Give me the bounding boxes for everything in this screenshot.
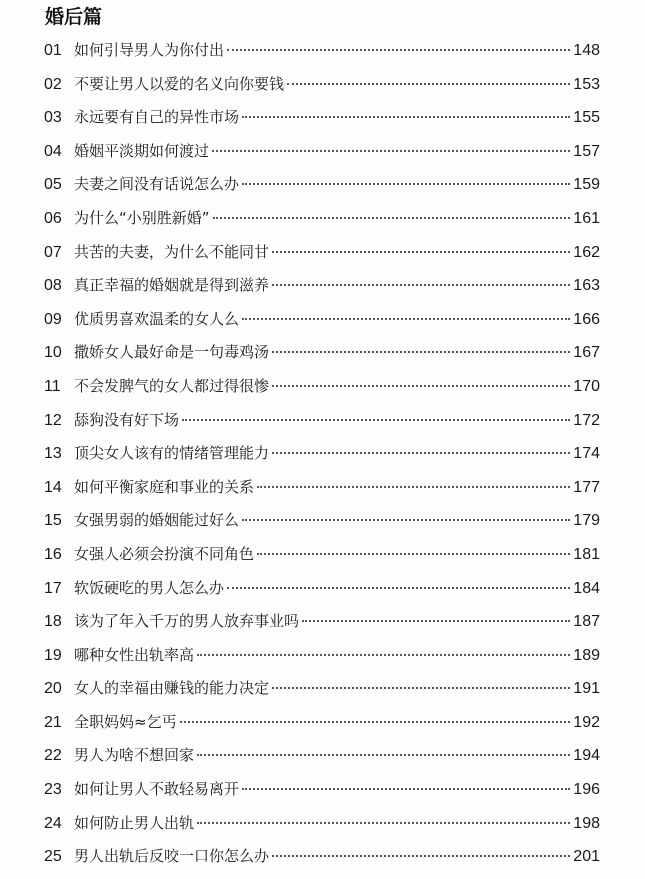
toc-entry (44, 168, 600, 202)
toc-entry-number: 23 (44, 781, 62, 799)
toc-entry-number: 17 (44, 579, 62, 597)
dot-leader (242, 318, 570, 320)
toc-entry (44, 504, 600, 538)
dot-leader (287, 83, 570, 85)
toc-entry-title: 男人出轨后反咬一口你怎么办 (74, 847, 270, 866)
toc-entry (44, 370, 600, 404)
toc-entry-page-number: 187 (573, 613, 600, 631)
toc-entry-page-number: 201 (573, 848, 600, 866)
toc-entry (44, 807, 600, 841)
toc-entry-title: 女强人必须会扮演不同角色 (74, 544, 255, 563)
dot-leader (213, 217, 571, 219)
toc-entry-title: 不要让男人以爱的名义向你要钱 (74, 74, 285, 93)
dot-leader (227, 587, 570, 589)
dot-leader (212, 150, 570, 152)
toc-entry (44, 639, 600, 673)
toc-entry-number: 11 (44, 377, 61, 395)
dot-leader (272, 385, 570, 387)
dot-leader (242, 519, 570, 521)
toc-entry-title: 夫妻之间没有话说怎么办 (74, 175, 240, 194)
toc-entry-page-number: 181 (573, 545, 600, 563)
dot-leader (227, 49, 570, 51)
dot-leader (197, 654, 570, 656)
toc-entry-number: 19 (44, 646, 62, 664)
toc-entry (44, 101, 600, 135)
toc-entry-page-number: 166 (573, 310, 600, 328)
dot-leader (180, 721, 571, 723)
toc-entry-page-number: 161 (573, 209, 600, 227)
toc-entry-page-number: 192 (573, 713, 600, 731)
toc-entry-title: 全职妈妈≈乞丐 (74, 712, 177, 731)
toc-entry-page-number: 179 (573, 512, 600, 530)
toc-entry-page-number: 189 (573, 646, 600, 664)
toc-entry-number: 08 (44, 277, 62, 295)
dot-leader (242, 788, 570, 790)
toc-entry-page-number: 153 (573, 75, 600, 93)
toc-entry (44, 269, 600, 303)
toc-entry (44, 68, 600, 102)
toc-entry-number: 10 (44, 344, 62, 362)
toc-entry-title: 为什么“小别胜新婚” (74, 208, 210, 227)
toc-entry-number: 25 (44, 848, 62, 866)
toc-entry-number: 12 (44, 411, 62, 429)
toc-entry-number: 02 (44, 75, 62, 93)
toc-entry-number: 22 (44, 747, 62, 765)
dot-leader (272, 351, 570, 353)
toc-entry-title: 撒娇女人最好命是一句毒鸡汤 (74, 343, 270, 362)
toc-entry-number: 06 (44, 209, 62, 227)
toc-entry-number: 18 (44, 613, 62, 631)
toc-entry-title: 女强男弱的婚姻能过好么 (74, 511, 240, 530)
toc-entry-title: 软饭硬吃的男人怎么办 (74, 578, 225, 597)
toc-entry-title: 如何引导男人为你付出 (74, 41, 225, 59)
toc-entry-number: 14 (44, 478, 62, 496)
toc-entry-page-number: 184 (573, 579, 600, 597)
toc-entry-title: 男人为啥不想回家 (74, 746, 195, 765)
toc-entry-page-number: 167 (573, 344, 600, 362)
dot-leader (272, 687, 570, 689)
dot-leader (302, 620, 570, 622)
dot-leader (272, 855, 570, 857)
toc-entry (44, 202, 600, 236)
toc-entry-title: 该为了年入千万的男人放弃事业吗 (74, 612, 300, 631)
toc-entry-title: 舔狗没有好下场 (74, 410, 180, 429)
toc-entry (44, 336, 600, 370)
toc-entry-title: 如何让男人不敢轻易离开 (74, 780, 240, 799)
toc-entry (44, 471, 600, 505)
toc-entry-page-number: 148 (573, 42, 600, 59)
toc-entry-title: 哪种女性出轨率高 (74, 645, 195, 664)
toc-entry-page-number: 155 (573, 109, 600, 127)
dot-leader (257, 486, 570, 488)
toc-entry-title: 女人的幸福由赚钱的能力决定 (74, 679, 270, 698)
section-title: 婚后篇 (45, 6, 103, 28)
toc-entry-number: 01 (44, 42, 62, 59)
toc-entry-title: 婚姻平淡期如何渡过 (74, 141, 210, 160)
toc-entry-title: 优质男喜欢温柔的女人么 (74, 309, 240, 328)
toc-entry-title: 如何平衡家庭和事业的关系 (74, 477, 255, 496)
toc-entry-number: 03 (44, 109, 62, 127)
toc-entry-page-number: 162 (573, 243, 600, 261)
dot-leader (242, 183, 570, 185)
toc-entry-number: 24 (44, 814, 62, 832)
toc-entry-number: 07 (44, 243, 62, 261)
toc-entry (44, 840, 600, 874)
toc-entry-page-number: 194 (573, 747, 600, 765)
toc-entry (44, 572, 600, 606)
toc-entry (44, 706, 600, 740)
toc-entry-page-number: 172 (573, 411, 600, 429)
toc-entry-page-number: 157 (573, 142, 600, 160)
toc-entry-page-number: 170 (573, 377, 600, 395)
dot-leader (272, 452, 570, 454)
toc-entry-title: 永远要有自己的异性市场 (74, 108, 240, 127)
toc-entry (44, 605, 600, 639)
toc-entry (44, 303, 600, 337)
toc-entry-page-number: 177 (573, 478, 600, 496)
toc-entry-page-number: 198 (573, 814, 600, 832)
toc-entry-title: 顶尖女人该有的情绪管理能力 (74, 444, 270, 463)
toc-entry-title: 不会发脾气的女人都过得很惨 (74, 376, 270, 395)
dot-leader (197, 754, 570, 756)
dot-leader (257, 553, 570, 555)
toc-entry (44, 739, 600, 773)
toc-entry (44, 672, 600, 706)
toc-entry (44, 437, 600, 471)
toc-entry-number: 21 (44, 713, 62, 731)
toc-entry (44, 135, 600, 169)
dot-leader (272, 284, 570, 286)
toc-entry-title: 如何防止男人出轨 (74, 813, 195, 832)
dot-leader (272, 251, 570, 253)
dot-leader (182, 419, 570, 421)
toc-entry (44, 773, 600, 807)
toc-entry-title: 真正幸福的婚姻就是得到滋养 (74, 276, 270, 295)
toc-entry-page-number: 196 (573, 781, 600, 799)
toc-entry-number: 13 (44, 445, 62, 463)
toc-entry (44, 236, 600, 270)
toc-list (44, 34, 600, 874)
toc-entry-title: 共苦的夫妻，为什么不能同甘 (74, 242, 270, 261)
toc-entry (44, 34, 600, 68)
toc-entry-number: 09 (44, 310, 62, 328)
toc-entry-page-number: 163 (573, 277, 600, 295)
toc-entry-number: 16 (44, 545, 62, 563)
dot-leader (197, 822, 570, 824)
toc-entry-number: 05 (44, 176, 62, 194)
toc-entry-number: 15 (44, 512, 62, 530)
toc-entry (44, 404, 600, 438)
toc-entry-page-number: 174 (573, 445, 600, 463)
toc-entry-number: 04 (44, 142, 62, 160)
dot-leader (242, 116, 570, 118)
toc-entry-page-number: 191 (573, 680, 600, 698)
toc-entry-number: 20 (44, 680, 62, 698)
toc-entry (44, 538, 600, 572)
toc-entry-page-number: 159 (573, 176, 600, 194)
